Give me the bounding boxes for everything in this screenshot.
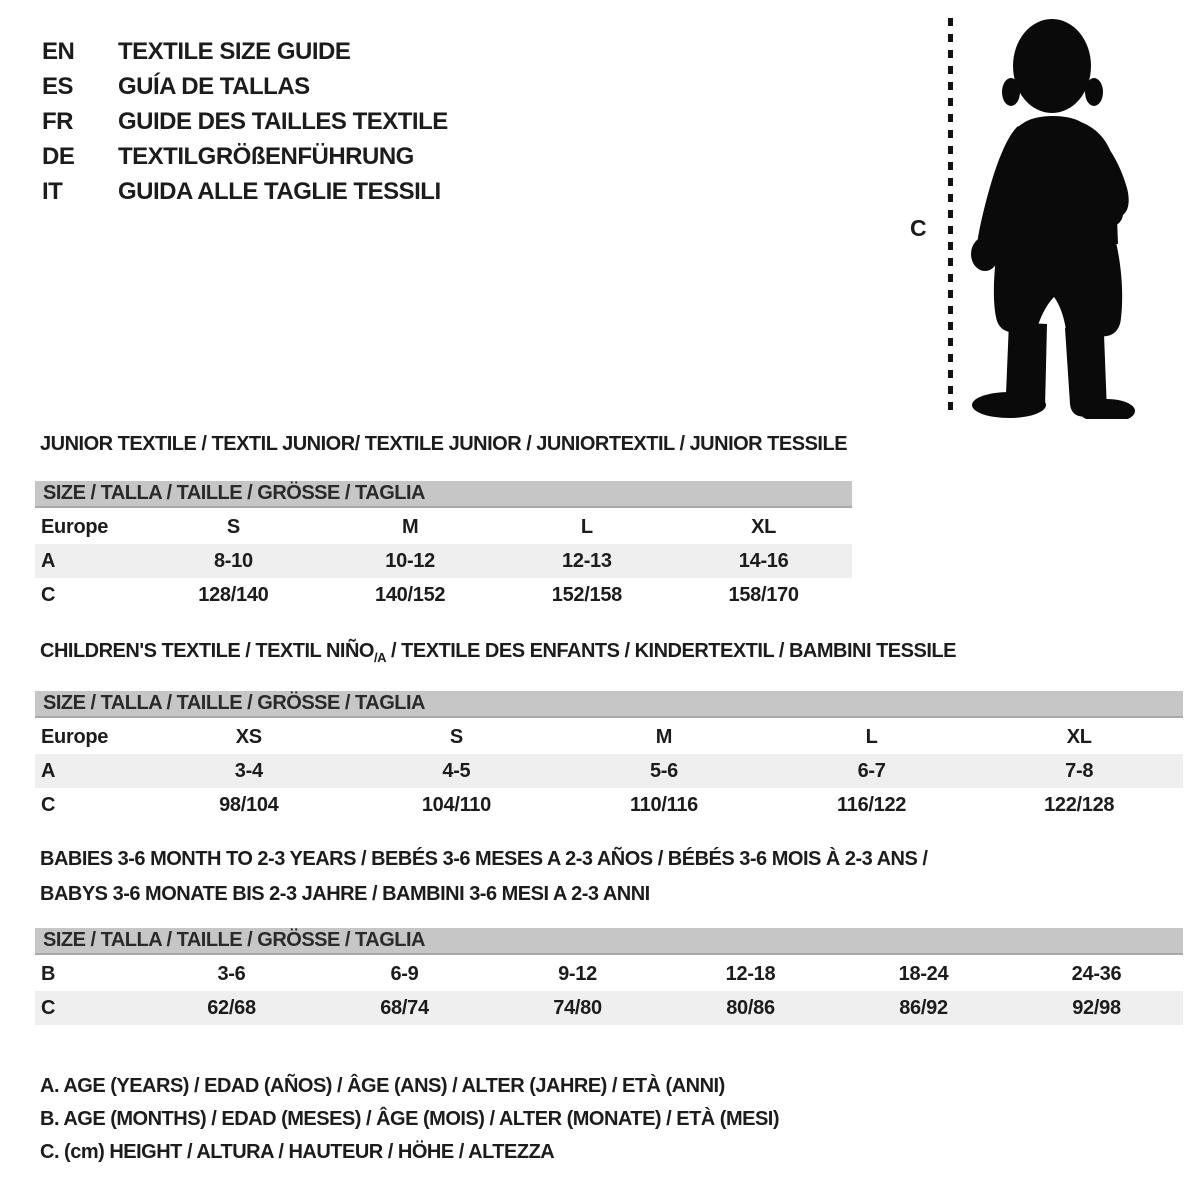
language-code: IT xyxy=(42,177,63,205)
children-title-post: / TEXTILE DES ENFANTS / KINDERTEXTIL / BAMBINI TESSILE xyxy=(385,640,956,662)
size-cell: XL xyxy=(1066,725,1092,748)
baby-silhouette-icon xyxy=(963,14,1141,419)
size-cell: M xyxy=(655,725,673,748)
size-cell: 140/152 xyxy=(375,583,446,606)
row-label: Europe xyxy=(41,515,109,538)
language-row xyxy=(42,34,448,69)
table-row xyxy=(35,510,852,544)
row-label: Europe xyxy=(41,725,109,748)
junior-section-title: JUNIOR TEXTILE / TEXTIL JUNIOR/ TEXTILE JUNIOR / JUNIORTEXTIL / JUNIOR TESSILE xyxy=(40,433,848,455)
guide-title: TEXTILE SIZE GUIDE xyxy=(118,37,351,65)
size-cell: 80/86 xyxy=(726,996,775,1019)
size-cell: L xyxy=(580,515,593,538)
guide-title: GUÍA DE TALLAS xyxy=(118,72,310,100)
size-cell: 6-7 xyxy=(857,759,886,782)
size-cell: 24-36 xyxy=(1071,962,1122,985)
language-code: ES xyxy=(42,72,74,100)
size-cell: L xyxy=(865,725,878,748)
children-title-sub: /A xyxy=(373,650,386,665)
table-row xyxy=(35,957,1183,991)
size-header-bar: SIZE / TALLA / TAILLE / GRÖSSE / TAGLIA xyxy=(35,928,1183,955)
language-row xyxy=(42,104,448,139)
children-size-table xyxy=(35,691,1183,822)
language-row xyxy=(42,174,448,209)
size-cell: S xyxy=(449,725,463,748)
babies-section-title-line2: BABYS 3-6 MONATE BIS 2-3 JAHRE / BAMBINI 3-6 MESI A 2-3 ANNI xyxy=(40,883,650,905)
size-cell: 116/122 xyxy=(837,793,907,816)
size-cell: 122/128 xyxy=(1044,793,1115,816)
row-label: A xyxy=(41,759,56,782)
language-row xyxy=(42,69,448,104)
babies-size-table xyxy=(35,928,1183,1025)
size-cell: 152/158 xyxy=(551,583,622,606)
size-cell: 6-9 xyxy=(390,962,419,985)
size-cell: XL xyxy=(751,515,777,538)
size-cell: 86/92 xyxy=(899,996,948,1019)
legend-item: C. (cm) HEIGHT / ALTURA / HAUTEUR / HÖHE / ALTEZZA xyxy=(40,1141,555,1163)
size-cell: 4-5 xyxy=(442,759,471,782)
size-cell: S xyxy=(226,515,240,538)
size-header-bar: SIZE / TALLA / TAILLE / GRÖSSE / TAGLIA xyxy=(35,691,1183,718)
language-code: DE xyxy=(42,142,75,170)
language-header xyxy=(42,34,448,209)
legend-item: A. AGE (YEARS) / EDAD (AÑOS) / ÂGE (ANS) / ALTER (JAHRE) / ETÀ (ANNI) xyxy=(40,1075,725,1097)
language-code: EN xyxy=(42,37,75,65)
size-cell: 110/116 xyxy=(629,793,698,816)
table-row xyxy=(35,788,1183,822)
junior-size-table xyxy=(35,481,852,612)
size-header-bar: SIZE / TALLA / TAILLE / GRÖSSE / TAGLIA xyxy=(35,481,852,508)
guide-title: TEXTILGRÖßENFÜHRUNG xyxy=(118,142,414,170)
table-row xyxy=(35,754,1183,788)
size-cell: 98/104 xyxy=(219,793,279,816)
size-cell: 92/98 xyxy=(1072,996,1121,1019)
language-code: FR xyxy=(42,107,73,135)
size-cell: 14-16 xyxy=(738,549,789,572)
table-row xyxy=(35,544,852,578)
size-cell: 8-10 xyxy=(213,549,253,572)
row-label: B xyxy=(41,962,56,985)
size-cell: 12-18 xyxy=(725,962,776,985)
guide-title: GUIDE DES TAILLES TEXTILE xyxy=(118,107,448,135)
size-cell: M xyxy=(401,515,419,538)
size-cell: XS xyxy=(235,725,262,748)
size-cell: 62/68 xyxy=(207,996,256,1019)
table-row xyxy=(35,720,1183,754)
size-cell: 104/110 xyxy=(421,793,491,816)
size-cell: 10-12 xyxy=(385,549,435,572)
babies-section-title-line1: BABIES 3-6 MONTH TO 2-3 YEARS / BEBÉS 3-6 MESES A 2-3 AÑOS / BÉBÉS 3-6 MOIS À 2-3 ANS / xyxy=(40,848,928,870)
row-label: A xyxy=(41,549,56,572)
size-cell: 74/80 xyxy=(553,996,602,1019)
row-label: C xyxy=(41,793,56,816)
row-label: C xyxy=(41,583,56,606)
table-row xyxy=(35,991,1183,1025)
size-cell: 12-13 xyxy=(562,549,612,572)
measurement-legend xyxy=(40,1070,779,1169)
size-cell: 9-12 xyxy=(558,962,597,985)
children-title-pre: CHILDREN'S TEXTILE / TEXTIL NIÑO xyxy=(40,640,374,662)
size-cell: 5-6 xyxy=(649,759,678,782)
size-cell: 7-8 xyxy=(1065,759,1094,782)
height-measure-label: C xyxy=(910,215,927,241)
table-row xyxy=(35,578,852,612)
size-cell: 128/140 xyxy=(198,583,269,606)
legend-item: B. AGE (MONTHS) / EDAD (MESES) / ÂGE (MOIS) / ALTER (MONATE) / ETÀ (MESI) xyxy=(40,1108,780,1130)
size-cell: 3-4 xyxy=(234,759,263,782)
height-dashed-line xyxy=(948,18,953,416)
size-cell: 3-6 xyxy=(217,962,246,985)
language-row xyxy=(42,139,448,174)
children-section-title xyxy=(40,640,956,665)
size-cell: 158/170 xyxy=(728,583,799,606)
guide-title: GUIDA ALLE TAGLIE TESSILI xyxy=(118,177,441,205)
size-cell: 68/74 xyxy=(380,996,429,1019)
size-cell: 18-24 xyxy=(898,962,949,985)
row-label: C xyxy=(41,996,56,1019)
